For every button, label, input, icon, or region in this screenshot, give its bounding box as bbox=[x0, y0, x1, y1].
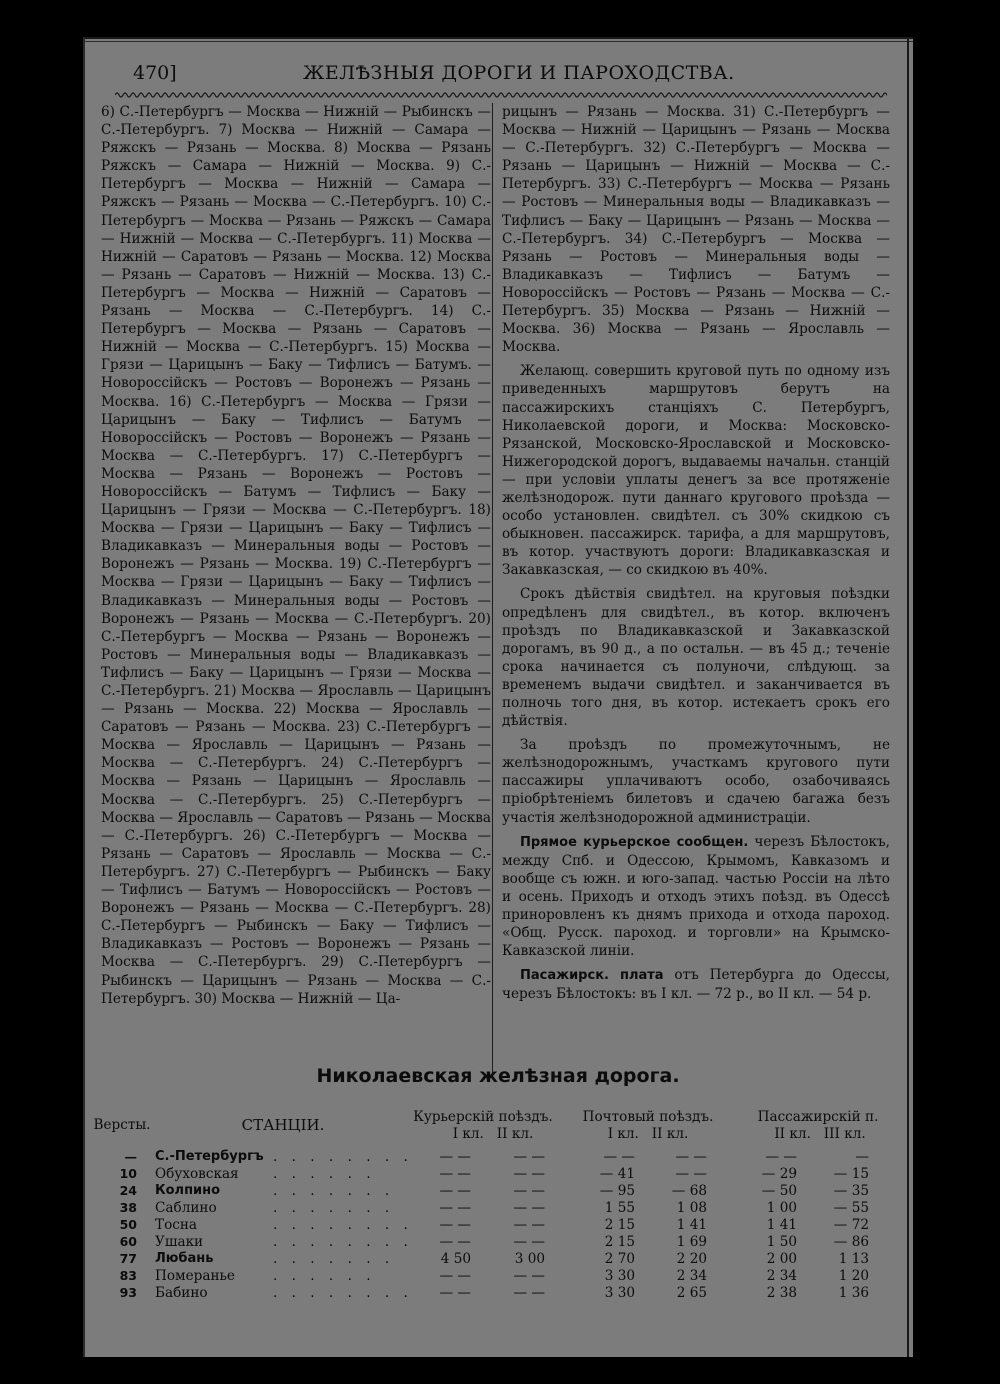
courier-2nd-fare: 3 00 bbox=[514, 1251, 545, 1267]
courier-2nd-fare: — — bbox=[513, 1285, 545, 1301]
postal-2nd-fare: 1 41 bbox=[676, 1217, 707, 1233]
courier-1st-fare: — — bbox=[439, 1285, 471, 1301]
courier-1st-fare: — — bbox=[439, 1200, 471, 1216]
passenger-3rd-fare: — 72 bbox=[833, 1217, 869, 1233]
station-name: Любань bbox=[155, 1251, 214, 1266]
right-column bbox=[502, 103, 890, 1010]
passenger-3rd-fare: — 55 bbox=[833, 1200, 869, 1216]
passenger-2nd-fare: 2 38 bbox=[766, 1285, 797, 1301]
page-number: 470] bbox=[133, 62, 177, 84]
passenger-2nd-fare: — 50 bbox=[761, 1183, 797, 1199]
passenger-2nd-fare: 1 50 bbox=[766, 1234, 797, 1250]
station-name: Тосна bbox=[155, 1217, 198, 1233]
postal-1st-fare: 3 30 bbox=[604, 1268, 635, 1284]
table-row bbox=[83, 1149, 913, 1167]
fare-lead: Пасажирск. плата bbox=[520, 968, 664, 984]
passenger-3rd-fare: — 86 bbox=[833, 1234, 869, 1250]
table-title: Николаевская желѣзная дорога. bbox=[316, 1065, 680, 1087]
table-row bbox=[83, 1234, 913, 1252]
table-row bbox=[83, 1217, 913, 1235]
routes-text-right: рицынъ — Рязань — Москва. 31) С.-Петербургъ — Москва — Нижній — Царицынъ — Рязань — Москва — С.-Петербургъ. 32) С.-Петербургъ — Москва — Рязань — Царицынъ — Нижній — Москва — С.-Петербургъ. 33) С.-Петербургъ — Москва — Рязань — Ростовъ — Минеральныя воды — Владикавказъ — Тифлисъ — Баку — Царицынъ — Рязань — Москва — С.-Петербургъ. 34) С.-Петербургъ — Москва — Рязань — Ростовъ — Минеральныя воды — Владикавказъ — Тифлисъ — Батумъ — Новороссійскъ — Ростовъ — Рязань — Москва — С.-Петербургъ. 35) Москва — Рязань — Нижній — Москва. 36) Москва — Рязань — Ярославль — Москва. bbox=[502, 104, 890, 356]
postal-1st-fare: — — bbox=[603, 1149, 635, 1165]
header-versts: Версты. bbox=[93, 1117, 151, 1133]
table-row bbox=[83, 1285, 913, 1303]
postal-1st-fare: 2 15 bbox=[604, 1217, 635, 1233]
postal-1st-fare: 3 30 bbox=[604, 1285, 635, 1301]
passenger-2nd-fare: 1 41 bbox=[766, 1217, 797, 1233]
passenger-3rd-fare: — 15 bbox=[833, 1166, 869, 1182]
postal-1st-fare: 2 70 bbox=[604, 1251, 635, 1267]
header-courier: Курьерскій поѣздъ. bbox=[413, 1109, 553, 1125]
postal-2nd-fare: — — bbox=[675, 1166, 707, 1182]
verst-cell: 77 bbox=[119, 1251, 137, 1266]
verst-cell: 50 bbox=[119, 1217, 137, 1232]
postal-1st-fare: — 41 bbox=[599, 1166, 635, 1182]
passenger-2nd-fare: 2 34 bbox=[766, 1268, 797, 1284]
postal-2nd-fare: 1 08 bbox=[676, 1200, 707, 1216]
station-name: Бабино bbox=[155, 1285, 208, 1301]
fare-text: отъ Петербурга до Одессы, черезъ Бѣлостокъ: въ I кл. — 72 р., во II кл. — 54 р. bbox=[502, 967, 890, 1003]
top-border-thin bbox=[83, 41, 913, 42]
station-name: Саблино bbox=[155, 1200, 217, 1216]
leader-dots: . . . . . . . . bbox=[273, 1285, 413, 1301]
passenger-3rd-fare: 1 36 bbox=[838, 1285, 869, 1301]
paragraph-courier bbox=[502, 833, 890, 961]
paragraph-round-trip: Желающ. совершить круговой путь по одному изъ приведенныхъ маршрутовъ берутъ на пассажирскихъ станціяхъ С. Петербургъ, Николаевской дороги, и Москва: Московско-Рязанской, Московско-Ярославской и Московско-Нижегородской дорогъ, выдаваемы начальн. станцій — при условіи уплаты денегъ за все протяженіе желѣзнодорож. пути даннаго кругового проѣзда — особо установлен. свидѣтел. съ 30% скидкою съ обыкновен. пассажирск. тарифа, а для маршрутовъ, въ котор. участвуютъ дороги: Владикавказская и Закавказская, — со скидкою въ 40%. bbox=[502, 363, 890, 579]
header-passenger: Пассажирскій п. bbox=[757, 1109, 879, 1125]
leader-dots: . . . . . . bbox=[273, 1268, 376, 1284]
verst-cell: 10 bbox=[119, 1166, 137, 1181]
header-passenger-classes: II кл. III кл. bbox=[774, 1126, 866, 1142]
column-divider bbox=[492, 103, 493, 1073]
header-stations: СТАНЦІИ. bbox=[241, 1116, 325, 1134]
running-title: ЖЕЛѢЗНЫЯ ДОРОГИ И ПАРОХОДСТВА. bbox=[303, 62, 735, 84]
table-row bbox=[83, 1183, 913, 1201]
courier-1st-fare: — — bbox=[439, 1268, 471, 1284]
postal-1st-fare: 1 55 bbox=[604, 1200, 635, 1216]
postal-1st-fare: — 95 bbox=[599, 1183, 635, 1199]
postal-1st-fare: 2 15 bbox=[604, 1234, 635, 1250]
passenger-3rd-fare: 1 13 bbox=[838, 1251, 869, 1267]
passenger-3rd-fare: 1 20 bbox=[838, 1268, 869, 1284]
leader-dots: . . . . . . bbox=[273, 1166, 376, 1182]
verst-cell: — bbox=[124, 1149, 137, 1164]
paragraph-fare bbox=[502, 966, 890, 1003]
passenger-2nd-fare: 2 00 bbox=[766, 1251, 797, 1267]
leader-dots: . . . . . . . bbox=[273, 1251, 395, 1267]
postal-2nd-fare: 1 69 bbox=[676, 1234, 707, 1250]
header-postal: Почтовый поѣздъ. bbox=[582, 1109, 714, 1125]
table-row bbox=[83, 1166, 913, 1184]
courier-text: черезъ Бѣлостокъ, между Спб. и Одессою, Крымомъ, Кавказомъ и вообще съ южн. и юго-запад. частью Россіи на лѣто и осень. Приходъ и отходъ этихъ поѣзд. въ Одессѣ приноровленъ къ днямъ прихода и отхода пароход. «Общ. Русск. пароход. и торговли» на Крымско-Кавказской линіи. bbox=[502, 833, 890, 960]
passenger-2nd-fare: — 29 bbox=[761, 1166, 797, 1182]
leader-dots: . . . . . . . . bbox=[273, 1149, 413, 1165]
courier-2nd-fare: — — bbox=[513, 1149, 545, 1165]
verst-cell: 93 bbox=[119, 1285, 137, 1300]
postal-2nd-fare: 2 20 bbox=[676, 1251, 707, 1267]
courier-2nd-fare: — — bbox=[513, 1183, 545, 1199]
top-border bbox=[83, 37, 913, 39]
postal-2nd-fare: 2 65 bbox=[676, 1285, 707, 1301]
leader-dots: . . . . . . . . bbox=[273, 1234, 413, 1250]
header-postal-classes: I кл. II кл. bbox=[607, 1126, 689, 1142]
station-name: Померанье bbox=[155, 1268, 235, 1284]
table-row bbox=[83, 1268, 913, 1286]
header-courier-classes: I кл. II кл. bbox=[452, 1126, 534, 1142]
courier-1st-fare: — — bbox=[439, 1149, 471, 1165]
courier-1st-fare: — — bbox=[439, 1183, 471, 1199]
book-page bbox=[83, 37, 913, 1357]
passenger-2nd-fare: — — bbox=[765, 1149, 797, 1165]
postal-2nd-fare: — — bbox=[675, 1149, 707, 1165]
station-name: Ушаки bbox=[155, 1234, 204, 1250]
courier-2nd-fare: — — bbox=[513, 1217, 545, 1233]
courier-1st-fare: — — bbox=[439, 1217, 471, 1233]
courier-2nd-fare: — — bbox=[513, 1268, 545, 1284]
postal-2nd-fare: 2 34 bbox=[676, 1268, 707, 1284]
station-name: С.-Петербургъ bbox=[155, 1149, 264, 1164]
courier-2nd-fare: — — bbox=[513, 1200, 545, 1216]
postal-2nd-fare: — 68 bbox=[671, 1183, 707, 1199]
leader-dots: . . . . . . . bbox=[273, 1183, 395, 1199]
paragraph-validity: Срокъ дѣйствія свидѣтел. на круговыя поѣздки опредѣленъ для свидѣтел., въ котор. включенъ проѣздъ по Владикавказской и Закавказской дорогамъ, въ 90 д., а по остальн. — въ 45 д.; теченіе срока начинается съ полуночи, слѣдующ. за временемъ выдачи свидѣтел. и заканчивается въ полночь того дня, въ котор. истекаетъ срокъ его дѣйствія. bbox=[502, 586, 890, 730]
courier-2nd-fare: — — bbox=[513, 1166, 545, 1182]
verst-cell: 83 bbox=[119, 1268, 137, 1283]
courier-2nd-fare: — — bbox=[513, 1234, 545, 1250]
left-column bbox=[101, 103, 491, 1014]
verst-cell: 38 bbox=[119, 1200, 137, 1215]
verst-cell: 60 bbox=[119, 1234, 137, 1249]
routes-text-left: 6) С.-Петербургъ — Москва — Нижній — Рыбинскъ — С.-Петербургъ. 7) Москва — Нижній — Самара — Ряжскъ — Рязань — Москва. 8) Москва — Рязань Ряжскъ — Самара — Нижній — Москва. 9) С.-Петербургъ — Москва — Нижній — Самара — Ряжскъ — Рязань — Москва — С.-Петербургъ. 10) С.-Петербургъ — Москва — Рязань — Ряжскъ — Самара — Нижній — Москва — С.-Петербургъ. 11) Москва — Нижній — Саратовъ — Рязань — Москва. 12) Москва — Рязань — Саратовъ — Нижній — Москва. 13) С.-Петербургъ — Москва — Нижній — Саратовъ — Рязань — Москва — С.-Петербургъ. 14) С.-Петербургъ — Москва — Рязань — Саратовъ — Нижній — Москва — С.-Петербургъ. 15) Москва — Грязи — Царицынъ — Баку — Тифлисъ — Батумъ. — Новороссійскъ — Ростовъ — Воронежъ — Рязань — Москва. 16) С.-Петербургъ — Москва — Грязи — Царицынъ — Баку — Тифлисъ — Батумъ — Новороссійскъ — Ростовъ — Воронежъ — Рязань — Москва — С.-Петербургъ. 17) С.-Петербургъ — Москва — Рязань — Воронежъ — Ростовъ — Новороссійскъ — Батумъ — Тифлисъ — Баку — Царицынъ — Грязи — Москва — С.-Петербургъ. 18) Москва — Грязи — Царицынъ — Баку — Тифлисъ — Владикавказъ — Минеральныя воды — Ростовъ — Воронежъ — Рязань — Москва. 19) С.-Петербургъ — Москва — Грязи — Царицынъ — Баку — Тифлисъ — Владикавказъ — Минеральныя воды — Ростовъ — Воронежъ — Рязань — Москва — С.-Петербургъ. 20) С.-Петербургъ — Москва — Рязань — Воронежъ — Ростовъ — Минеральныя воды — Владикавказъ — Тифлисъ — Баку — Царицынъ — Грязи — Москва — С.-Петербургъ. 21) Москва — Ярославль — Царицынъ — Рязань — Москва. 22) Москва — Ярославль — Саратовъ — Рязань — Москва. 23) С.-Петербургъ — Москва — Ярославль — Царицынъ — Рязань — Москва — С.-Петербургъ. 24) С.-Петербургъ — Москва — Рязань — Царицынъ — Ярославль — Москва — С.-Петербургъ. 25) С.-Петербургъ — Москва — Ярославль — Саратовъ — Рязань — Москва — С.-Петербургъ. 26) С.-Петербургъ — Москва — Рязань — Саратовъ — Ярославль — Москва — С.-Петербургъ. 27) С.-Петербургъ — Рыбинскъ — Баку — Тифлисъ — Батумъ — Новороссійскъ — Ростовъ — Воронежъ — Рязань — Москва — С.-Петербургъ. 28) С.-Петербургъ — Рыбинскъ — Баку — Тифлисъ — Владикавказъ — Ростовъ — Воронежъ — Рязань — Москва — С.-Петербургъ. 29) С.-Петербургъ — Рыбинскъ — Царицынъ — Рязань — Москва — С.-Петербургъ. 30) Москва — Нижній — Ца- bbox=[101, 104, 491, 1007]
leader-dots: . . . . . . . bbox=[273, 1200, 395, 1216]
station-name: Обуховская bbox=[155, 1166, 239, 1182]
courier-1st-fare: 4 50 bbox=[440, 1251, 471, 1267]
paragraph-intermediate: За проѣздъ по промежуточнымъ, не желѣзнодорожнымъ, участкамъ кругового пути пассажиры уплачиваютъ особо, озабочиваясь пріобрѣтеніемъ билетовъ и сдачею багажа безъ участія желѣзнодорожной администраціи. bbox=[502, 737, 890, 826]
courier-1st-fare: — — bbox=[439, 1166, 471, 1182]
verst-cell: 24 bbox=[119, 1183, 137, 1198]
passenger-2nd-fare: 1 00 bbox=[766, 1200, 797, 1216]
table-row bbox=[83, 1200, 913, 1218]
passenger-3rd-fare: — bbox=[855, 1149, 869, 1165]
station-name: Колпино bbox=[155, 1183, 221, 1198]
ornamental-rule bbox=[115, 90, 887, 100]
courier-lead: Прямое курьерское сообщен. bbox=[520, 834, 749, 850]
passenger-3rd-fare: — 35 bbox=[833, 1183, 869, 1199]
leader-dots: . . . . . . . . bbox=[273, 1217, 413, 1233]
table-row bbox=[83, 1251, 913, 1269]
courier-1st-fare: — — bbox=[439, 1234, 471, 1250]
